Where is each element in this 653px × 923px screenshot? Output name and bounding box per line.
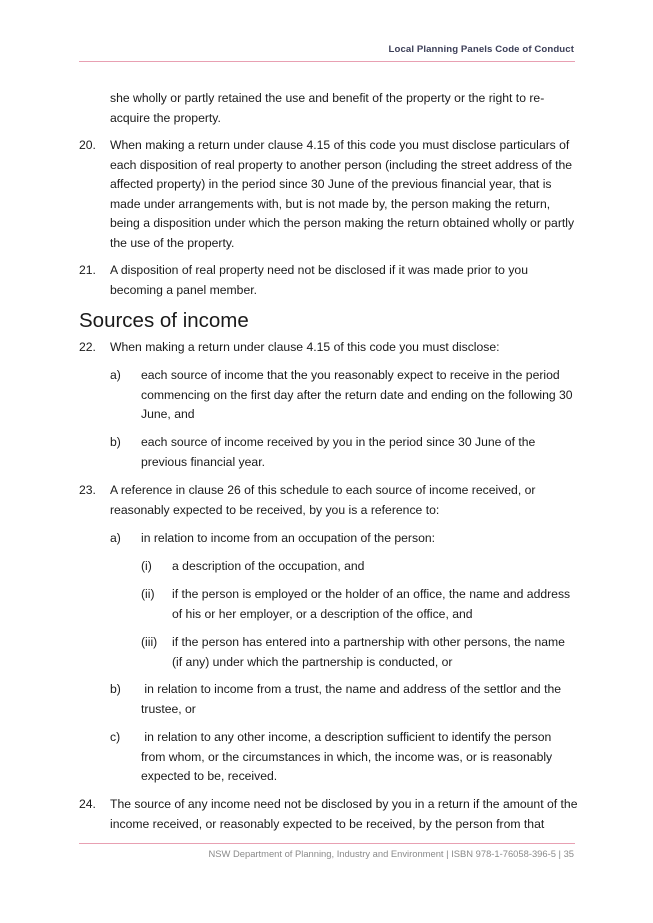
header-divider (79, 61, 575, 62)
roman-text: if the person has entered into a partnership with other persons, the name (if any) under which the partnership is conducted, or (172, 635, 565, 669)
subitem-text: in relation to income from an occupation of the person: (141, 531, 436, 545)
footer-text: NSW Department of Planning, Industry and Environment | ISBN 978-1-76058-396-5 | 35 (208, 848, 574, 859)
subitem-letter: a) (110, 368, 121, 382)
subitem-letter: b) (110, 435, 121, 449)
subitem-letter: a) (110, 531, 121, 545)
item-text: A disposition of real property need not be disclosed if it was made prior to you becoming a panel member. (110, 263, 528, 297)
document-title: Local Planning Panels Code of Conduct (388, 44, 574, 55)
roman-text: a description of the occupation, and (172, 559, 365, 573)
item-number: 23. (79, 483, 96, 497)
section-heading: Sources of income (79, 309, 249, 332)
item-text: The source of any income need not be disclosed by you in a return if the amount of the income received, or reasonably expected to be received, by the person from that (110, 797, 578, 831)
item-number: 21. (79, 263, 96, 277)
item-number: 20. (79, 138, 96, 152)
subitem-letter: c) (110, 730, 121, 744)
item-number: 22. (79, 340, 96, 354)
subitem-text: each source of income that the you reasonably expect to receive in the period commencing on the first day after the return date and ending on the following 30 June, and (141, 368, 573, 421)
subitem-letter: b) (110, 682, 121, 696)
continuation-paragraph: she wholly or partly retained the use and benefit of the property or the right to re-acquire the property. (110, 91, 545, 125)
subitem-text: in relation to income from a trust, the name and address of the settlor and the trustee, or (141, 682, 565, 716)
footer-divider (79, 843, 575, 844)
subitem-text: each source of income received by you in the period since 30 June of the previous financial year. (141, 435, 536, 469)
roman-numeral: (ii) (141, 587, 155, 601)
roman-numeral: (i) (141, 559, 152, 573)
roman-text: if the person is employed or the holder of an office, the name and address of his or her employer, or a description of the office, and (172, 587, 571, 621)
item-text: When making a return under clause 4.15 of this code you must disclose particulars of each disposition of real property to another person (including the street address of the affected property) in the period since 30 June of the previous financial year, that is made under arrangements with, but is not made by, the person making the return, being a disposition under which the person making the return obtained wholly or partly the use of the property. (110, 138, 575, 250)
subitem-text: in relation to any other income, a description sufficient to identify the person from whom, or the circumstances in which, the income was, or is reasonably expected to be, received. (141, 730, 556, 783)
item-text: A reference in clause 26 of this schedule to each source of income received, or reasonably expected to be received, by you is a reference to: (110, 483, 536, 517)
item-text: When making a return under clause 4.15 of this code you must disclose: (110, 340, 500, 354)
item-number: 24. (79, 797, 96, 811)
roman-numeral: (iii) (141, 635, 158, 649)
